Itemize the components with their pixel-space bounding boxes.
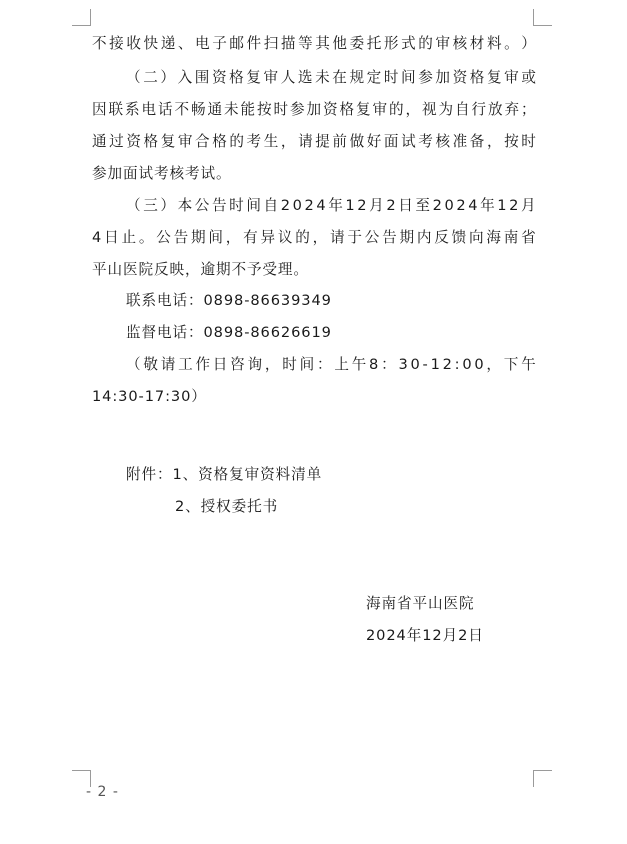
paragraph-line: 4 日 止 。 公 告 期 间 ， 有 异 议 的 ， 请 于 公 告 期 内 反 馈 向 海 南 省 [92,229,536,246]
crop-mark-bottom-right [533,770,552,787]
paragraph-line: （ 敬 请 工 作 日 咨 询 ， 时 间 ： 上 午 8 ： 3 0 - 1 2 : 0 0 ， 下 午 [126,356,536,373]
paragraph-line: 参加面试考核考试。 [92,165,232,182]
crop-mark-top-left [72,9,91,26]
attachment-label: 附件：1、资格复审资料清单 [126,466,323,483]
paragraph-line: 通 过 资 格 复 审 合 格 的 考 生 ， 请 提 前 做 好 面 试 考 核 准 备 ， 按 时 [92,133,536,150]
paragraph-line: （ 三 ） 本 公 告 时 间 自 2 0 2 4 年 1 2 月 2 日 至 2 0 2 4 年 1 2 月 [126,197,536,214]
paragraph-line: 平山医院反映，逾期不予受理。 [92,261,309,278]
attachment-item: 2、授权委托书 [175,498,279,515]
signature-organization: 海南省平山医院 [366,595,475,612]
paragraph-line: 14:30-17:30） [92,388,207,405]
page-number: - 2 - [86,784,119,800]
signature-date: 2024年12月2日 [366,627,484,644]
crop-mark-top-right [533,9,552,26]
contact-phone: 联系电话：0898-86639349 [126,292,332,309]
supervision-phone: 监督电话：0898-86626619 [126,324,332,341]
paragraph-line: 不 接 收 快 递 、 电 子 邮 件 扫 描 等 其 他 委 托 形 式 的 审 核 材 料 。 ） [92,35,536,52]
paragraph-line: 因 联 系 电 话 不 畅 通 未 能 按 时 参 加 资 格 复 审 的 ， 视 为 自 行 放 弃 ； [92,101,536,118]
paragraph-line: （ 二 ） 入 围 资 格 复 审 人 选 未 在 规 定 时 间 参 加 资 格 复 审 或 [126,69,536,86]
